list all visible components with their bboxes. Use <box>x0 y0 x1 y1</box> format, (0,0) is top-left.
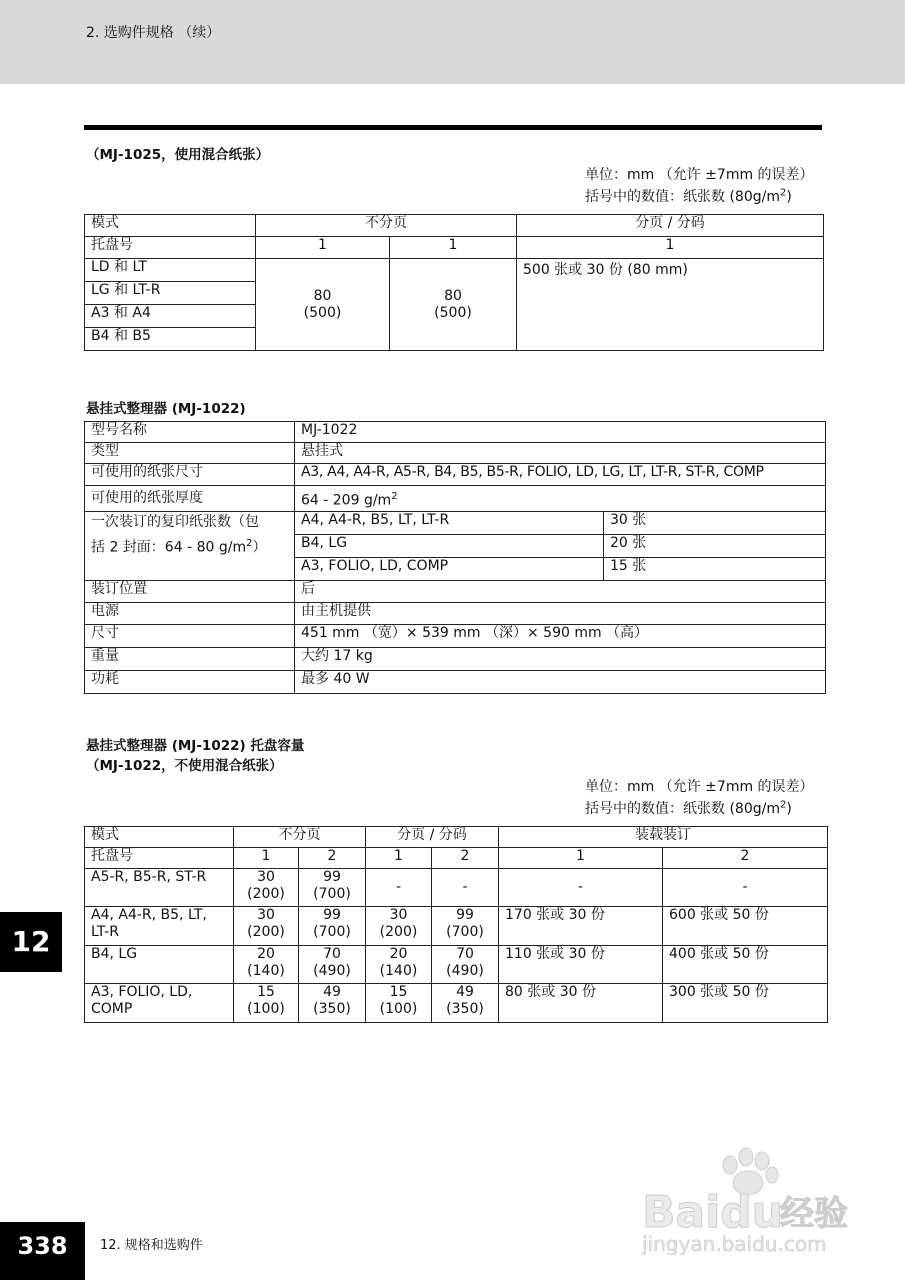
spec-value: 悬挂式 <box>295 443 826 464</box>
tray-number: 1 <box>234 848 299 869</box>
capacity-cell <box>299 946 366 984</box>
staple-capacity-cell: - <box>663 869 828 907</box>
capacity-sheets: (700) <box>313 886 351 902</box>
section3-subheading: （MJ-1022，不使用混合纸张） <box>86 758 283 774</box>
capacity-cell <box>299 907 366 946</box>
table-row <box>85 946 828 984</box>
table-row <box>85 907 828 946</box>
section1-count-note <box>585 186 792 206</box>
header-title: 2. 选购件规格 （续） <box>86 25 221 41</box>
capacity-value: 30 <box>257 869 275 885</box>
col-header-sort: 分页 / 分码 <box>366 827 499 848</box>
staple-capacity-cell: 170 张或 30 份 <box>499 907 663 946</box>
paper-size-row-label: B4 和 B5 <box>85 328 256 351</box>
capacity-cell <box>432 907 499 946</box>
capacity-cell <box>234 946 299 984</box>
row-label <box>85 869 234 907</box>
thickness-sup: 2 <box>391 490 398 502</box>
paper-size-row-label: LD 和 LT <box>85 259 256 282</box>
mixed-paper-table <box>84 214 824 351</box>
capacity-value: 70 <box>323 946 341 962</box>
section3-unit-note: 单位：mm （允许 ±7mm 的误差） <box>585 779 814 795</box>
watermark-brand-cn: 经验 <box>780 1194 848 1234</box>
row-label-line: LT-R <box>91 924 119 940</box>
row-label <box>85 984 234 1023</box>
capacity-value: 80 <box>313 287 332 304</box>
capacity-cell <box>432 869 499 907</box>
spec-label: 重量 <box>85 648 295 671</box>
spec-label: 可使用的纸张尺寸 <box>85 464 295 486</box>
staple-capacity-cell: 300 张或 50 份 <box>663 984 828 1023</box>
page-header <box>0 0 905 84</box>
capacity-sheets: (700) <box>313 924 351 940</box>
capacity-value: 99 <box>323 869 341 885</box>
staple-label-sup: 2 <box>246 538 253 549</box>
capacity-value: 99 <box>323 907 341 923</box>
staple-label-text: 括 2 封面：64 - 80 g/m <box>91 539 247 556</box>
staple-count: 15 张 <box>604 558 826 581</box>
row-label-line: B4, LG <box>91 946 138 962</box>
section-rule <box>84 125 822 130</box>
count-note-sup: 2 <box>779 799 787 811</box>
capacity-sheets: (100) <box>247 1001 285 1017</box>
col-header-staple: 装载装订 <box>499 827 828 848</box>
staple-capacity-cell: 80 张或 30 份 <box>499 984 663 1023</box>
spec-label: 型号名称 <box>85 422 295 443</box>
capacity-sheets: (350) <box>446 1001 484 1017</box>
staple-capacity-cell: 110 张或 30 份 <box>499 946 663 984</box>
capacity-value: 15 <box>257 984 275 1000</box>
tray-number: 1 <box>256 237 390 259</box>
capacity-value: 30 <box>389 907 408 923</box>
capacity-sheets: (140) <box>379 963 418 979</box>
count-note-close: ) <box>786 801 792 817</box>
table-row <box>85 984 828 1023</box>
tray-number: 1 <box>499 848 663 869</box>
staple-label-line <box>91 535 288 557</box>
capacity-value: 30 <box>257 907 275 923</box>
capacity-value: 15 <box>389 984 408 1000</box>
col-header-nosort: 不分页 <box>256 215 517 237</box>
chapter-side-tab: 12 <box>0 912 62 972</box>
capacity-sheets: (200) <box>247 924 285 940</box>
staple-capacity-cell: 400 张或 50 份 <box>663 946 828 984</box>
capacity-cell <box>234 869 299 907</box>
capacity-sheets: (200) <box>247 886 285 902</box>
page-number: 338 <box>0 1222 85 1280</box>
spec-label: 可使用的纸张厚度 <box>85 486 295 512</box>
spec-value: 451 mm （宽）× 539 mm （深）× 590 mm （高） <box>295 625 826 648</box>
capacity-sheets: (700) <box>446 924 484 940</box>
capacity-value: - <box>395 879 402 895</box>
staple-capacity-cell: - <box>499 869 663 907</box>
staple-capacity-label <box>85 512 295 581</box>
staple-count: 30 张 <box>604 512 826 535</box>
spec-value <box>295 486 826 512</box>
col-header-sort: 分页 / 分码 <box>517 215 824 237</box>
spec-label: 功耗 <box>85 671 295 694</box>
capacity-sheets: (490) <box>446 963 484 979</box>
tray-capacity-table <box>84 826 828 1023</box>
capacity-sheets: (490) <box>313 963 351 979</box>
staple-paper: B4, LG <box>295 535 604 558</box>
tray-label: 托盘号 <box>85 848 234 869</box>
row-label <box>85 907 234 946</box>
capacity-value: - <box>462 879 468 895</box>
spec-label: 尺寸 <box>85 625 295 648</box>
capacity-cell <box>299 869 366 907</box>
capacity-cell <box>366 869 432 907</box>
tray-number: 2 <box>299 848 366 869</box>
capacity-cell <box>234 907 299 946</box>
row-label-line: COMP <box>91 1001 133 1017</box>
footer-chapter: 12. 规格和选购件 <box>100 1238 203 1253</box>
count-note-sup: 2 <box>779 187 787 199</box>
count-note-close: ) <box>786 189 792 205</box>
sort-capacity-cell: 500 张或 30 份 (80 mm) <box>517 259 824 351</box>
capacity-cell <box>366 984 432 1023</box>
count-note-text: 括号中的数值：纸张数 (80g/m <box>585 801 780 817</box>
finisher-spec-table <box>84 421 826 694</box>
capacity-value: 70 <box>456 946 474 962</box>
section3-heading: 悬挂式整理器 (MJ-1022) 托盘容量 <box>86 738 305 754</box>
watermark-brand: Baidu <box>642 1187 784 1238</box>
paper-size-row-label: A3 和 A4 <box>85 305 256 328</box>
staple-label-close: ） <box>252 539 267 556</box>
spec-value: 最多 40 W <box>295 671 826 694</box>
capacity-value: 99 <box>456 907 474 923</box>
capacity-sheets: (140) <box>247 963 285 979</box>
capacity-value: 80 <box>444 287 462 304</box>
spec-label: 类型 <box>85 443 295 464</box>
capacity-cell <box>256 259 390 351</box>
tray-number: 1 <box>390 237 517 259</box>
spec-label: 电源 <box>85 603 295 625</box>
section2-heading: 悬挂式整理器 (MJ-1022) <box>86 401 246 417</box>
spec-value: 由主机提供 <box>295 603 826 625</box>
spec-value: MJ-1022 <box>295 422 826 443</box>
capacity-value: 20 <box>389 946 408 962</box>
capacity-sheets: (200) <box>379 924 418 940</box>
staple-paper: A4, A4-R, B5, LT, LT-R <box>295 512 604 535</box>
spec-label: 装订位置 <box>85 581 295 603</box>
capacity-value: 20 <box>257 946 275 962</box>
tray-number: 2 <box>663 848 828 869</box>
tray-number: 1 <box>366 848 432 869</box>
watermark-url: jingyan.baidu.com <box>642 1232 827 1255</box>
capacity-cell <box>234 984 299 1023</box>
col-header-mode: 模式 <box>85 827 234 848</box>
col-header-mode: 模式 <box>85 215 256 237</box>
staple-count: 20 张 <box>604 535 826 558</box>
section1-heading: （MJ-1025，使用混合纸张） <box>86 147 270 163</box>
spec-value: 后 <box>295 581 826 603</box>
section1-unit-note: 单位：mm （允许 ±7mm 的误差） <box>585 167 814 183</box>
tray-number: 2 <box>432 848 499 869</box>
row-label-line: A3, FOLIO, LD, <box>91 984 193 1000</box>
capacity-sheets: (350) <box>313 1001 351 1017</box>
baidu-jingyan-watermark <box>640 1135 870 1255</box>
capacity-value: 49 <box>456 984 474 1000</box>
capacity-sheets: (100) <box>379 1001 418 1017</box>
tray-label: 托盘号 <box>85 237 256 259</box>
col-header-nosort: 不分页 <box>234 827 366 848</box>
staple-label-line: 一次装订的复印纸张数（包 <box>91 514 259 530</box>
table-row <box>85 869 828 907</box>
capacity-sheets: (500) <box>434 304 472 321</box>
section3-count-note <box>585 798 792 818</box>
capacity-cell <box>390 259 517 351</box>
spec-value: A3, A4, A4-R, A5-R, B4, B5, B5-R, FOLIO, LD, LG, LT, LT-R, ST-R, COMP <box>295 464 826 486</box>
paper-size-row-label: LG 和 LT-R <box>85 282 256 305</box>
capacity-cell <box>299 984 366 1023</box>
thickness-text: 64 - 209 g/m <box>301 492 392 509</box>
count-note-text: 括号中的数值：纸张数 (80g/m <box>585 189 780 205</box>
spec-value: 大约 17 kg <box>295 648 826 671</box>
capacity-cell <box>432 946 499 984</box>
capacity-cell <box>432 984 499 1023</box>
staple-capacity-cell: 600 张或 50 份 <box>663 907 828 946</box>
row-label-line: A4, A4-R, B5, LT, <box>91 907 207 923</box>
tray-number: 1 <box>517 237 824 259</box>
capacity-cell <box>366 946 432 984</box>
capacity-value: 49 <box>323 984 341 1000</box>
row-label-line: A5-R, B5-R, ST-R <box>91 869 207 885</box>
capacity-sheets: (500) <box>303 304 342 321</box>
staple-paper: A3, FOLIO, LD, COMP <box>295 558 604 581</box>
row-label <box>85 946 234 984</box>
capacity-cell <box>366 907 432 946</box>
